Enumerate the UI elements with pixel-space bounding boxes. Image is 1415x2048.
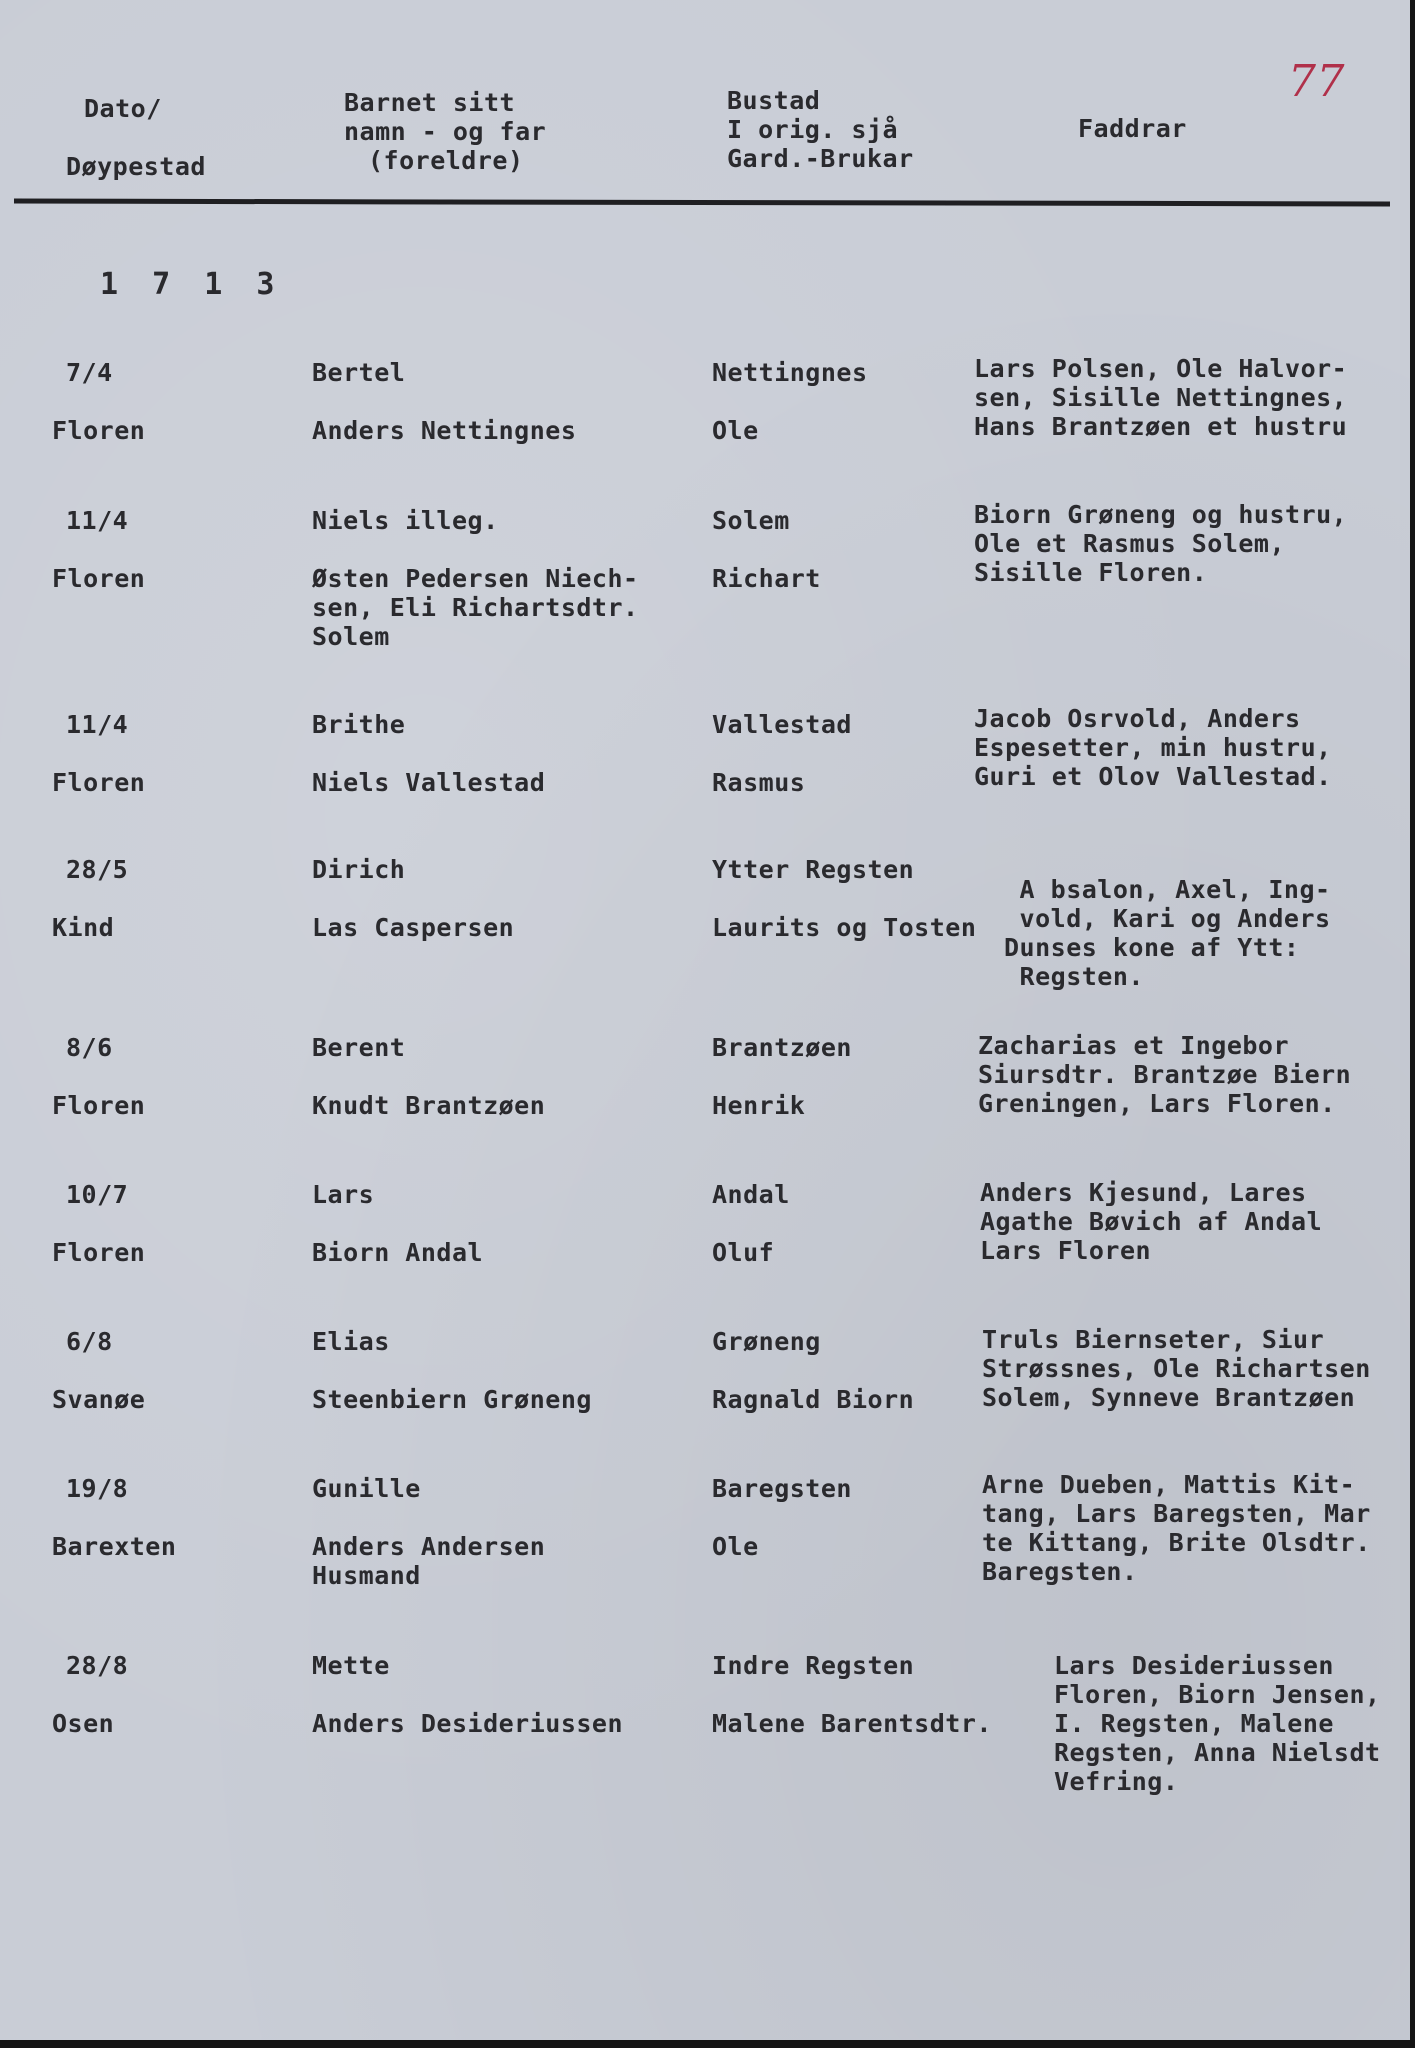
entry-farm: Andal xyxy=(712,1180,790,1209)
header-date-label: Dato/ xyxy=(84,94,162,123)
entry-date: 10/7 xyxy=(66,1180,129,1209)
entry-child-name: Mette xyxy=(312,1651,390,1680)
entry-parents: Steenbiern Grøneng xyxy=(312,1385,592,1414)
entry-sponsors: Lars Desideriussen xyxy=(1054,1651,1334,1680)
entry-child-name: Bertel xyxy=(312,358,406,387)
entry-child-name: Brithe xyxy=(312,710,406,739)
header-residence-label-3: Gard.-Brukar xyxy=(727,144,914,173)
entry-date: 8/6 xyxy=(66,1033,113,1062)
entry-farm: Grøneng xyxy=(712,1327,821,1356)
entry-farm: Ytter Regsten xyxy=(712,855,915,884)
entry-date: 28/8 xyxy=(66,1651,129,1680)
entry-sponsors: te Kittang, Brite Olsdtr. xyxy=(982,1528,1371,1557)
entry-sponsors: Zacharias et Ingebor xyxy=(978,1031,1290,1060)
entry-parents: Las Caspersen xyxy=(312,913,515,942)
entry-parents: Husmand xyxy=(312,1561,421,1590)
entry-sponsors: Regsten, Anna Nielsdt xyxy=(1054,1738,1381,1767)
entry-farm: Nettingnes xyxy=(712,358,868,387)
entry-sponsors: Biorn Grøneng og hustru, xyxy=(974,500,1348,529)
entry-farm-owner: Rasmus xyxy=(712,768,806,797)
header-residence-label-1: Bustad xyxy=(727,86,821,115)
entry-sponsors: Solem, Synneve Brantzøen xyxy=(982,1383,1356,1412)
entry-sponsors: Agathe Bøvich af Andal xyxy=(980,1207,1323,1236)
entry-sponsors: sen, Sisille Nettingnes, xyxy=(974,383,1348,412)
entry-date: 6/8 xyxy=(66,1327,113,1356)
entry-parents: Knudt Brantzøen xyxy=(312,1091,546,1120)
entry-sponsors: I. Regsten, Malene xyxy=(1054,1709,1334,1738)
entry-baptism-place: Floren xyxy=(52,768,146,797)
entry-sponsors: Floren, Biorn Jensen, xyxy=(1054,1680,1381,1709)
entry-farm-owner: Malene Barentsdtr. xyxy=(712,1709,992,1738)
entry-parents: Anders Andersen xyxy=(312,1532,546,1561)
entry-date: 7/4 xyxy=(66,358,113,387)
entry-sponsors: Espesetter, min hustru, xyxy=(974,733,1332,762)
header-place-label: Døypestad xyxy=(66,152,206,181)
entry-sponsors: Greningen, Lars Floren. xyxy=(978,1089,1336,1118)
entry-sponsors: Lars Polsen, Ole Halvor- xyxy=(974,354,1348,383)
year-heading: 1 7 1 3 xyxy=(100,267,283,302)
entry-child-name: Berent xyxy=(312,1033,406,1062)
entry-date: 11/4 xyxy=(66,506,129,535)
entry-baptism-place: Barexten xyxy=(52,1532,177,1561)
entry-parents: Østen Pedersen Niech- xyxy=(312,564,639,593)
header-child-label-1: Barnet sitt xyxy=(344,88,516,117)
entry-sponsors: Guri et Olov Vallestad. xyxy=(974,762,1332,791)
entry-farm-owner: Henrik xyxy=(712,1091,806,1120)
entry-sponsors: Lars Floren xyxy=(980,1236,1152,1265)
entry-parents: Anders Nettingnes xyxy=(312,416,577,445)
entry-farm: Vallestad xyxy=(712,710,852,739)
entry-farm: Indre Regsten xyxy=(712,1651,915,1680)
header-child-label-2: namn - og far xyxy=(344,117,547,146)
entry-sponsors: Regsten. xyxy=(1004,962,1144,991)
header-sponsors-label: Faddrar xyxy=(1078,114,1187,143)
entry-date: 11/4 xyxy=(66,710,129,739)
header-rule xyxy=(14,199,1390,207)
entry-sponsors: Siursdtr. Brantzøe Biern xyxy=(978,1060,1352,1089)
entry-child-name: Lars xyxy=(312,1180,375,1209)
entry-farm-owner: Laurits og Tosten xyxy=(712,913,977,942)
header-child-label-3: (foreldre) xyxy=(368,146,524,175)
entry-baptism-place: Floren xyxy=(52,1238,146,1267)
entry-sponsors: Jacob Osrvold, Anders xyxy=(974,704,1301,733)
entry-child-name: Dirich xyxy=(312,855,406,884)
entry-farm-owner: Oluf xyxy=(712,1238,775,1267)
entry-sponsors: Ole et Rasmus Solem, xyxy=(974,529,1286,558)
entry-parents: Niels Vallestad xyxy=(312,768,546,797)
entry-date: 28/5 xyxy=(66,855,129,884)
entry-sponsors: Hans Brantzøen et hustru xyxy=(974,412,1348,441)
entry-farm: Baregsten xyxy=(712,1474,852,1503)
entry-farm-owner: Ragnald Biorn xyxy=(712,1385,915,1414)
entry-sponsors: Dunses kone af Ytt: xyxy=(1004,933,1300,962)
entry-sponsors: Arne Dueben, Mattis Kit- xyxy=(982,1470,1356,1499)
entry-sponsors: A bsalon, Axel, Ing- xyxy=(1004,875,1331,904)
entry-date: 19/8 xyxy=(66,1474,129,1503)
entry-baptism-place: Floren xyxy=(52,416,146,445)
entry-baptism-place: Osen xyxy=(52,1709,115,1738)
entry-farm: Brantzøen xyxy=(712,1033,852,1062)
entry-baptism-place: Floren xyxy=(52,1091,146,1120)
entry-sponsors: Sisille Floren. xyxy=(974,558,1208,587)
entry-sponsors: vold, Kari og Anders xyxy=(1004,904,1331,933)
entry-baptism-place: Floren xyxy=(52,564,146,593)
entry-sponsors: Anders Kjesund, Lares xyxy=(980,1178,1307,1207)
entry-baptism-place: Kind xyxy=(52,913,115,942)
entry-sponsors: tang, Lars Baregsten, Mar xyxy=(982,1499,1371,1528)
entry-parents: Anders Desideriussen xyxy=(312,1709,624,1738)
entry-sponsors: Baregsten. xyxy=(982,1557,1138,1586)
entry-farm-owner: Ole xyxy=(712,1532,759,1561)
entry-farm-owner: Richart xyxy=(712,564,821,593)
entry-parents: Solem xyxy=(312,622,390,651)
entry-sponsors: Vefring. xyxy=(1054,1767,1179,1796)
header-residence-label-2: I orig. sjå xyxy=(727,115,899,144)
entry-parents: Biorn Andal xyxy=(312,1238,484,1267)
entry-baptism-place: Svanøe xyxy=(52,1385,146,1414)
entry-farm-owner: Ole xyxy=(712,416,759,445)
entry-sponsors: Strøssnes, Ole Richartsen xyxy=(982,1354,1371,1383)
page-number: 77 xyxy=(1288,56,1345,107)
entry-child-name: Gunille xyxy=(312,1474,421,1503)
entry-farm: Solem xyxy=(712,506,790,535)
entry-child-name: Niels illeg. xyxy=(312,506,499,535)
entry-child-name: Elias xyxy=(312,1327,390,1356)
entry-sponsors: Truls Biernseter, Siur xyxy=(982,1325,1325,1354)
entry-parents: sen, Eli Richartsdtr. xyxy=(312,593,639,622)
